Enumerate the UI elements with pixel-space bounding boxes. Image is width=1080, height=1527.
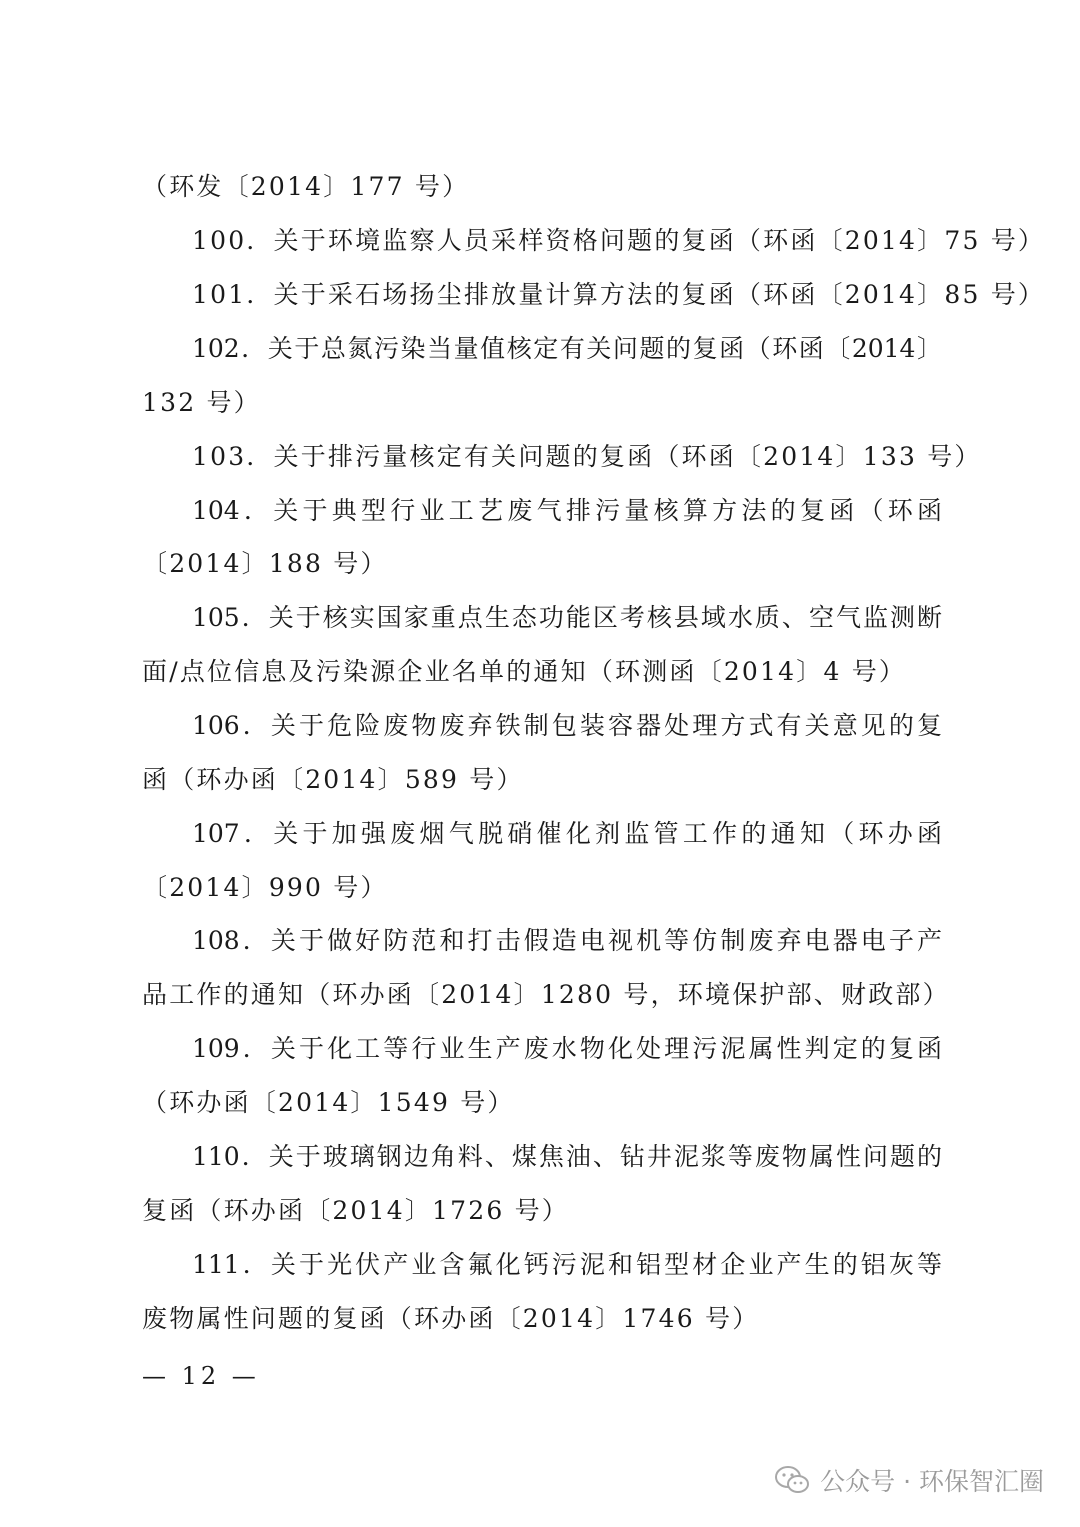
list-item-106-cont: 函（环办函〔2014〕589 号） bbox=[142, 765, 524, 794]
list-item-110-cont: 复函（环办函〔2014〕1726 号） bbox=[142, 1196, 569, 1225]
watermark bbox=[774, 1460, 1044, 1500]
list-item-108-cont: 品工作的通知（环办函〔2014〕1280 号，环境保护部、财政部） bbox=[142, 980, 950, 1009]
list-item-104: 104．关于典型行业工艺废气排污量核算方法的复函（环函 bbox=[192, 496, 942, 525]
list-item-104-cont: 〔2014〕188 号） bbox=[142, 549, 388, 578]
list-item-107: 107．关于加强废烟气脱硝催化剂监管工作的通知（环办函 bbox=[192, 819, 942, 848]
list-item-102-cont: 132 号） bbox=[142, 388, 261, 417]
list-item-109: 109．关于化工等行业生产废水物化处理污泥属性判定的复函 bbox=[192, 1034, 942, 1063]
list-item-100: 100．关于环境监察人员采样资格问题的复函（环函〔2014〕75 号） bbox=[192, 226, 1046, 255]
list-item-105: 105．关于核实国家重点生态功能区考核县域水质、空气监测断 bbox=[192, 603, 942, 632]
text-line: （环发〔2014〕177 号） bbox=[142, 172, 470, 201]
list-item-108: 108．关于做好防范和打击假造电视机等仿制废弃电器电子产 bbox=[192, 926, 942, 955]
page-number: — 12 — bbox=[142, 1362, 260, 1390]
list-item-106: 106．关于危险废物废弃铁制包装容器处理方式有关意见的复 bbox=[192, 711, 942, 740]
list-item-103: 103．关于排污量核定有关问题的复函（环函〔2014〕133 号） bbox=[192, 442, 982, 471]
list-item-111-cont: 废物属性问题的复函（环办函〔2014〕1746 号） bbox=[142, 1304, 760, 1333]
list-item-111: 111．关于光伏产业含氟化钙污泥和铝型材企业产生的铝灰等 bbox=[192, 1250, 942, 1279]
list-item-102: 102．关于总氮污染当量值核定有关问题的复函（环函〔2014〕 bbox=[192, 334, 942, 363]
wechat-icon bbox=[774, 1465, 810, 1495]
list-item-109-cont: （环办函〔2014〕1549 号） bbox=[142, 1088, 515, 1117]
list-item-110: 110．关于玻璃钢边角料、煤焦油、钻井泥浆等废物属性问题的 bbox=[192, 1142, 942, 1171]
list-item-101: 101．关于采石场扬尘排放量计算方法的复函（环函〔2014〕85 号） bbox=[192, 280, 1046, 309]
watermark-text: 公众号 · 环保智汇圈 bbox=[820, 1467, 1044, 1496]
list-item-105-cont: 面/点位信息及污染源企业名单的通知（环测函〔2014〕4 号） bbox=[142, 657, 907, 686]
list-item-107-cont: 〔2014〕990 号） bbox=[142, 873, 388, 902]
